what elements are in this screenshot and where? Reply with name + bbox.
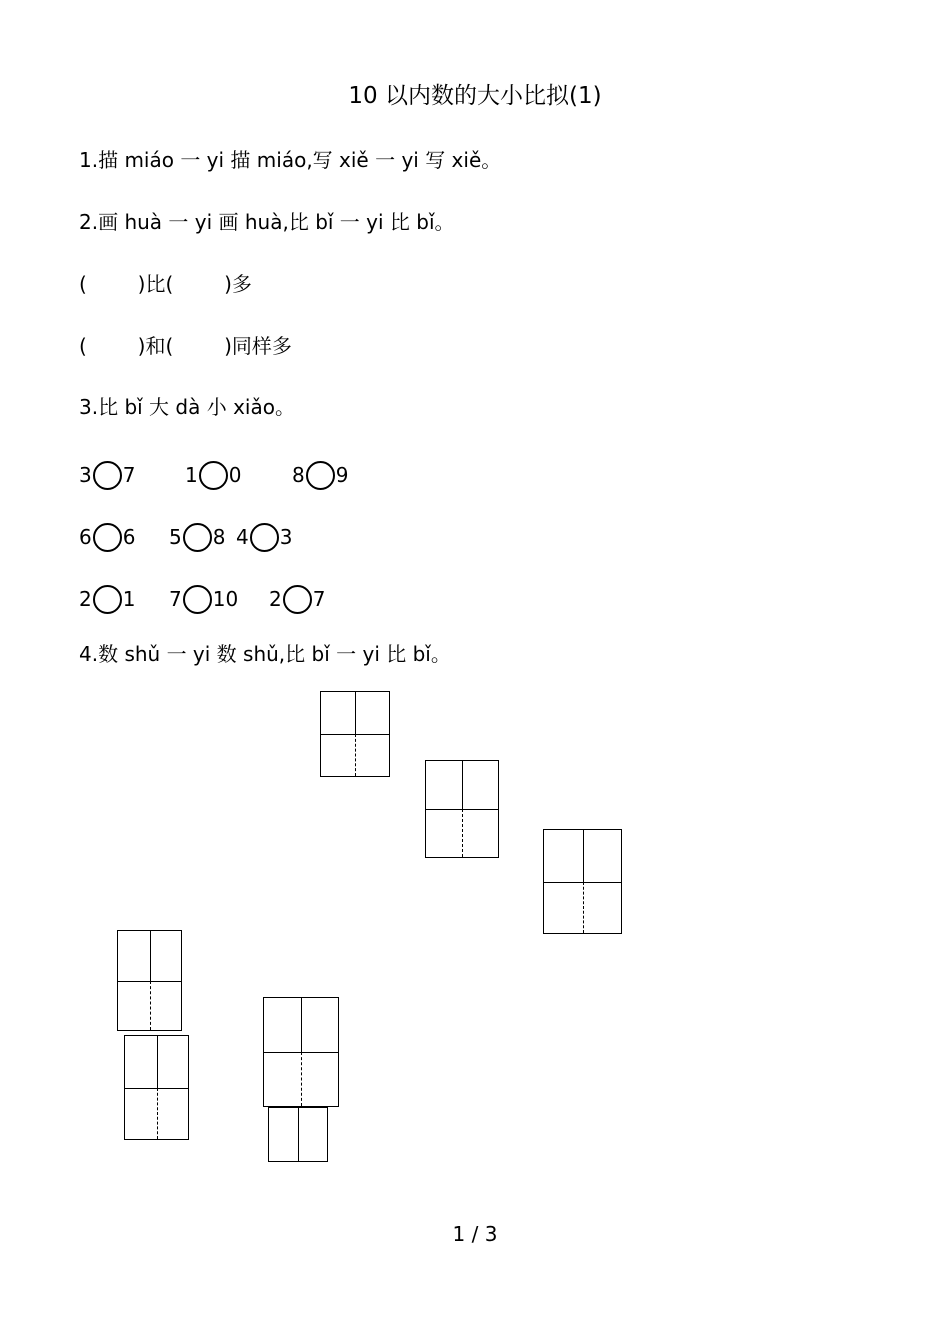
page-title: 10 以内数的大小比拟(1) xyxy=(348,83,602,109)
compare-item xyxy=(236,520,292,554)
writing-grid-box[interactable] xyxy=(117,930,182,1031)
compare-item xyxy=(79,520,135,554)
left-number: 8 xyxy=(292,463,305,487)
right-number: 9 xyxy=(335,463,349,487)
left-number: 4 xyxy=(236,525,249,549)
answer-circle[interactable] xyxy=(283,585,312,614)
compare-item xyxy=(79,458,135,492)
question-2: 2.画 huà 一 yi 画 huà,比 bǐ 一 yi 比 bǐ。 xyxy=(79,210,455,234)
compare-item xyxy=(269,582,325,616)
answer-circle[interactable] xyxy=(199,461,228,490)
answer-circle[interactable] xyxy=(183,523,212,552)
left-number: 1 xyxy=(185,463,198,487)
answer-circle[interactable] xyxy=(93,461,122,490)
right-number: 7 xyxy=(122,463,136,487)
writing-grid-box[interactable] xyxy=(320,691,390,777)
left-number: 5 xyxy=(169,525,182,549)
writing-grid-box[interactable] xyxy=(425,760,499,858)
right-number: 8 xyxy=(212,525,226,549)
right-number: 6 xyxy=(122,525,136,549)
right-number: 3 xyxy=(279,525,293,549)
page-number: 1 / 3 xyxy=(452,1222,498,1246)
compare-more-line: ( )比( )多 xyxy=(79,272,252,296)
compare-item xyxy=(169,582,238,616)
right-number: 7 xyxy=(312,587,326,611)
answer-circle[interactable] xyxy=(183,585,212,614)
compare-item xyxy=(169,520,225,554)
writing-grid-box[interactable] xyxy=(268,1107,328,1162)
left-number: 2 xyxy=(79,587,92,611)
answer-circle[interactable] xyxy=(306,461,335,490)
compare-item xyxy=(79,582,135,616)
compare-same-line: ( )和( )同样多 xyxy=(79,334,292,358)
right-number: 1 xyxy=(122,587,136,611)
answer-circle[interactable] xyxy=(250,523,279,552)
left-number: 3 xyxy=(79,463,92,487)
question-1: 1.描 miáo 一 yi 描 miáo,写 xiě 一 yi 写 xiě。 xyxy=(79,148,502,172)
question-4: 4.数 shǔ 一 yi 数 shǔ,比 bǐ 一 yi 比 bǐ。 xyxy=(79,642,451,666)
left-number: 2 xyxy=(269,587,282,611)
answer-circle[interactable] xyxy=(93,585,122,614)
left-number: 7 xyxy=(169,587,182,611)
writing-grid-box[interactable] xyxy=(263,997,339,1107)
question-3: 3.比 bǐ 大 dà 小 xiǎo。 xyxy=(79,395,295,419)
right-number: 0 xyxy=(228,463,242,487)
compare-item xyxy=(292,458,348,492)
right-number: 10 xyxy=(212,587,239,611)
answer-circle[interactable] xyxy=(93,523,122,552)
writing-grid-box[interactable] xyxy=(543,829,622,934)
compare-item xyxy=(185,458,241,492)
writing-grid-box[interactable] xyxy=(124,1035,189,1140)
left-number: 6 xyxy=(79,525,92,549)
